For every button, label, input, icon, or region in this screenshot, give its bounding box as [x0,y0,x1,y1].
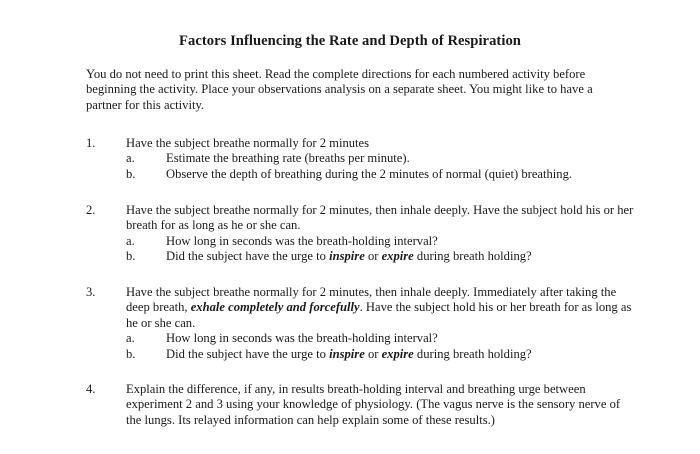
item-number: 4. [86,382,96,396]
sub-letter: b. [126,249,136,264]
sub-text: Estimate the breathing rate (breaths per minute). [166,151,410,166]
sub-letter: b. [126,166,136,181]
emphasis-expire: expire [381,346,414,361]
item-text: Have the subject breathe normally for 2 minutes, then inhale deeply. Have the subject hold his or her breath for as long as he or she can. [126,203,634,233]
sub-item-b [126,347,638,362]
item-text: Explain the difference, if any, in results breath-holding interval and breathing urge between experiment 2 and 3 using your knowledge of physiology. (The vagus nerve is the sensory nerve of the lungs. Its relayed information can help explain some of these results.) [126,382,621,427]
item-number: 2. [86,203,96,217]
sub-text-mid: or [364,249,382,264]
sub-letter: b. [126,346,136,361]
emphasis-exhale: exhale completely and forcefully [190,300,360,315]
sub-text [166,347,532,362]
item-text [126,285,638,331]
sub-letter: a. [126,233,135,248]
item-number: 3. [86,285,96,299]
emphasis-expire: expire [381,249,414,264]
sub-text-post: during breath holding? [413,346,532,361]
sub-item-a [126,331,638,346]
sub-text-pre: Did the subject have the urge to [166,346,330,361]
item-text-post: . Have the subject hold his or her breath for as long as he or she can. [126,300,632,330]
sub-text-mid: or [364,346,382,361]
sub-item-a [126,234,638,249]
page-title: Factors Influencing the Rate and Depth of Respiration [179,33,521,49]
sub-letter: a. [126,151,135,166]
item-text-pre: Have the subject breathe normally for 2 minutes, then inhale deeply. Immediately after taking the deep breath, [126,285,617,315]
sub-letter: a. [126,331,135,346]
intro-paragraph: You do not need to print this sheet. Read the complete directions for each numbered activity before beginning the activity. Place your observations analysis on a separate sheet. You might like to have a partner for this activity. [86,67,593,112]
item-text: Have the subject breathe normally for 2 minutes [126,136,370,150]
emphasis-inspire: inspire [329,249,365,264]
sub-text [166,249,532,264]
sub-text: How long in seconds was the breath-holding interval? [166,331,438,346]
sub-text-pre: Did the subject have the urge to [166,249,330,264]
sub-item-b [126,167,638,182]
item-number: 1. [86,136,96,150]
sub-text-post: during breath holding? [413,249,532,264]
emphasis-inspire: inspire [329,346,365,361]
sub-text: How long in seconds was the breath-holding interval? [166,233,438,248]
sub-text: Observe the depth of breathing during the 2 minutes of normal (quiet) breathing. [166,166,573,181]
sub-item-b [126,249,638,264]
sub-item-a [126,151,638,166]
